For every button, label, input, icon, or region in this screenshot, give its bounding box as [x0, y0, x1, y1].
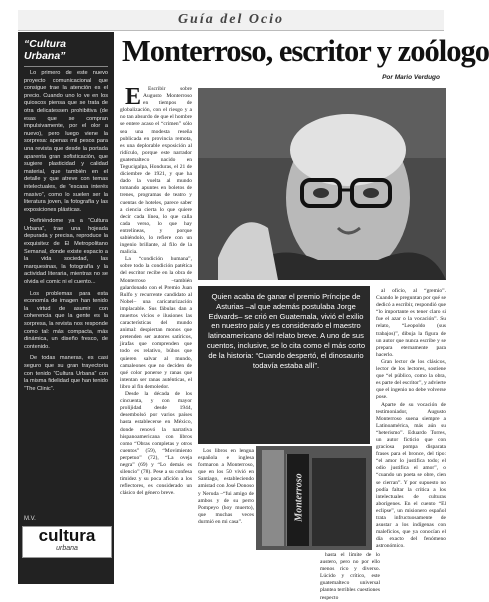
- article-paragraph: Los libros en lengua española e inglesa formaron a Monterroso, que en los 50 vivió en Santiago, estableciendo amistad con José Donoso y Neruda –“fui amigo de ambos y de su perro Pompeyo (hoy muerto), que muchas veces durmió en mi casa”.: [198, 448, 254, 525]
- sidebar-paragraph: De todas maneras, es casi seguro que su gran trayectoria con tenido “Cultura Urbana” con la misma fidelidad que han tenido “The Clinic”.: [24, 355, 108, 392]
- article-paragraph: Gran lector de los clásicos, lector de los lectores, sostiene que “el público, como la obra, es parte del escritor”, y advierte que el ingenio no debe volverse pose.: [376, 358, 446, 401]
- newspaper-page: [8, 6, 489, 601]
- article-byline: Por Mario Verdugo: [382, 74, 440, 81]
- article-paragraph: La “condición humana”, sobre todo la condición patética del escritor recibe en la obra de Monterroso –también galardonado con el Premio Juan Rulfo y recurrente candidato al Nobel– una caricaturización implacable. Sus fábulas dan a muertos vicios e ilusiones las características del mundo animal: despiertan monos que pretenden ser autores satíricos, jirafas que comprenden que todo es relativo, búhos que quieren salvar al mundo, camaleones que no deciden de qué color ponerse y ranas que intentan ser ranas auténticas, el libro al fin demoledor.: [120, 256, 192, 390]
- article-column-2: [198, 448, 254, 583]
- sidebar-paragraph: Lo primero de este nuevo proyecto comunicacional que consigue trae la atención es el precio. Cuando uno lo ve en los quioscos piensa que se trata de otra delicatessen prohibitiva (de esas que se compran impulsivamente, por el olor a nuevo), pero luego viene la sorpresa: apenas mil pesos para una revista que desde la portada aparenta gran sofisticación, que sugiere plasticidad y calidad material, que también en el detalle y que atreve con temas intelectuales, de “escasa interés masivo”, como lo suelen ser la literatura joven, la fotografía y las exposiciones plásticas.: [24, 70, 108, 213]
- article-column-3: [320, 552, 380, 601]
- article-paragraph: Desde la década de los cincuenta, y con mayor prolijidad desde 1944, desembolsó por varios países hasta establecerse en México, donde renovó la narrativa hispanoamericana con libros como “Obras completas y otros cuentos” (59), “Movimiento perpetuo” (72), “La oveja negra” (69) y “Lo demás es silencio” (78). Pese a su confesa timidez y su poca afición a los reflectores, es considerado un clásico del género breve.: [120, 391, 192, 497]
- books-photo: [256, 446, 372, 550]
- cultura-urbana-logo: [22, 526, 112, 558]
- logo-word-cultura: cultura: [38, 526, 96, 545]
- sidebar-column: [18, 32, 114, 584]
- author-portrait-photo: [198, 88, 446, 280]
- sidebar-paragraph: Refiriéndome ya a “Cultura Urbana”, trae una hojeada depurada y precisa, reproduce la exquisitez de El Metropolitano Semanal, donde existe espacio a la vida sociedad, las marquesinas, la fotografía y la actividad literaria, mientras no se olvida el comic ni el cuento...: [24, 218, 108, 286]
- article-paragraph: Aparte de su vocación de testimoniador, Augusto Monterroso suena siempre a Latinoamérica, más aún su “heterismo”. Eduardo Torres, un autor ficticio que con graciosa pompa disparata frases para el bronce, del tipo: “el amor lo justifica todo; el odio justifica el amor”, o “cuando un poeta se obre, cien se cierran”. Y por supuesto no podía faltar la crítica a los intelectuales de culturas aborígenes. En el cuento “El eclipse”, un misionero español trata infructuosamente de asustar a los indígenas con maleficios, que ya conocían el día exacto del fenómeno astronómico.: [376, 401, 446, 550]
- article-paragraph: al oficio, al “gremio”. Cuando le preguntan por qué se dedicó a escribir, respondió que “lo importante es tener claro si fue el azar o la vocación”. Su relato, “Leopoldo (sus trabajos)”, dibuja la figura de un autor que nunca escribe y se prepara eternamente para hacerlo.: [376, 288, 446, 358]
- article-paragraph: [120, 86, 192, 256]
- article-headline: Monterroso, escritor y zoólogo: [122, 34, 489, 68]
- sidebar-text: [24, 70, 108, 397]
- sidebar-signature: M.V.: [24, 516, 36, 522]
- book-title-text: Monterroso: [293, 473, 305, 522]
- book-cover: [312, 458, 366, 546]
- portrait-illustration: [198, 88, 446, 280]
- article-paragraph-text: Escribir sobre Augusto Monterroso en tiempos de globalización, con el riesgo y a no tan absurdo de que el hombre se entere acaso el “crimen” sólo sea una modesta reseña publicada en provincia remota, es una deplorable exposición al ridículo, porque este narrador guatemalteco nacido en Tegucigalpa, Honduras, el 21 de diciembre de 1921, y que ha dado la vuelta al mundo tomando apuntes en boletos de trenes, programas de teatro y cuentas de hoteles, parece saber a ciencia cierta lo que quiere decir cada línea, lo que calla cada verso, lo que hay entrelíneas, y porque sabiéndolo, lo refiere con un ingenio brillante, al filo de la malicia.: [120, 86, 192, 256]
- article-paragraph: hasta el límite de lo austero, pero no por ello menos rico y diverso. Lúcido y crítico, este guatemalteco universal plantea terribles cuestiones respecto: [320, 552, 380, 601]
- section-title: Guía del Ocio: [177, 12, 285, 27]
- book-cover: [262, 450, 284, 546]
- sidebar-paragraph: Los problemas para esta economía de imagen han tenido la virtud de asumir con coherencia que la gente es la sorpresa, la revista nos responde como tal: más compacta, más dinámica, un diseño fresco, de contenido.: [24, 290, 108, 350]
- sidebar-divider: [24, 66, 108, 67]
- section-header: [18, 10, 444, 31]
- drop-cap: E: [125, 84, 142, 110]
- pull-quote-text: Quien acaba de ganar el premio Príncipe de Asturias –al que además postulaba Jorge Edwards– se crió en Guatemala, vivió el exilio en nuestro país y es considerado el maestro latinoamericano del relato breve. A uno de sus cuentos, inclusive, se lo cita como el más corto de la historia: “Cuando despertó, el dinosaurio todavía estaba allí”.: [206, 292, 366, 370]
- book-cover-monterroso: [286, 454, 309, 546]
- article-column-1: [120, 86, 192, 583]
- article-column-4: [376, 288, 446, 583]
- pull-quote-box: [198, 286, 370, 444]
- logo-word-urbana: urbana: [56, 545, 78, 552]
- sidebar-title: “Cultura Urbana”: [24, 38, 66, 62]
